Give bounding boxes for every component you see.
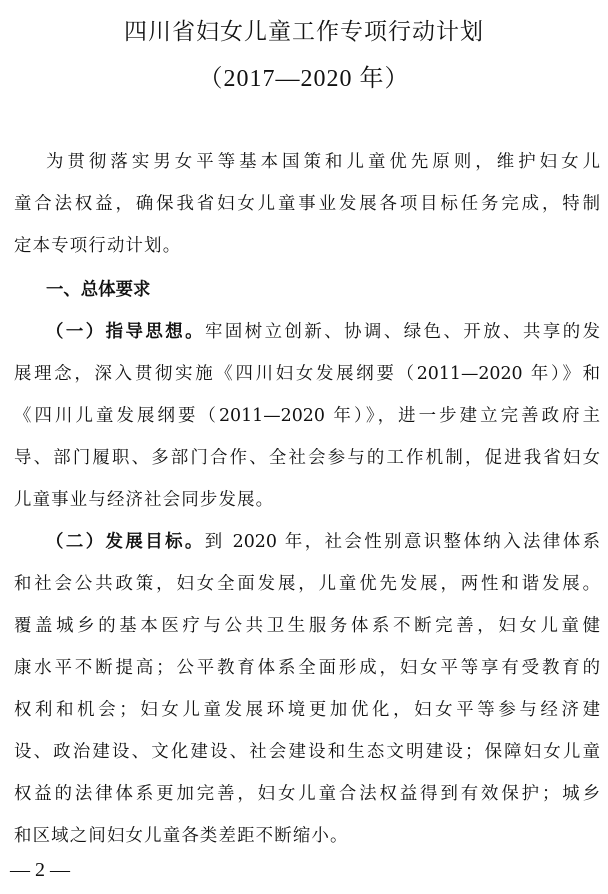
guiding-line-1 (46, 320, 600, 344)
goals-line-7: 权益的法律体系更加完善，妇女儿童合法权益得到有效保护；城乡 (14, 784, 600, 804)
section-heading-general-requirements: 一、总体要求 (46, 280, 151, 300)
guiding-label: （一）指导思想。 (46, 322, 205, 342)
goals-line-5: 权利和机会；妇女儿童发展环境更加优化，妇女平等参与经济建 (14, 700, 600, 720)
goals-line-1 (46, 530, 600, 554)
page-number: — 2 — (10, 859, 70, 881)
guiding-line-3: 《四川儿童发展纲要（2011—2020 年）》，进一步建立完善政府主 (14, 406, 600, 426)
goals-line-3: 覆盖城乡的基本医疗与公共卫生服务体系不断完善，妇女儿童健 (14, 616, 600, 636)
document-title-years: （2017—2020 年） (198, 66, 410, 92)
guiding-line-5: 儿童事业与经济社会同步发展。 (14, 490, 275, 510)
intro-line-2: 童合法权益，确保我省妇女儿童事业发展各项目标任务完成，特制 (14, 194, 600, 214)
guiding-first-text: 牢固树立创新、协调、绿色、开放、共享的发 (205, 322, 600, 342)
intro-line-1: 为贯彻落实男女平等基本国策和儿童优先原则，维护妇女儿 (46, 152, 600, 172)
guiding-line-2: 展理念，深入贯彻实施《四川妇女发展纲要（2011—2020 年）》和 (14, 364, 600, 384)
goals-line-8: 和区域之间妇女儿童各类差距不断缩小。 (14, 826, 349, 846)
document-title: 四川省妇女儿童工作专项行动计划 (124, 19, 484, 45)
goals-label: （二）发展目标。 (46, 532, 205, 552)
goals-line-2: 和社会公共政策，妇女全面发展，儿童优先发展，两性和谐发展。 (14, 574, 600, 594)
guiding-line-4: 导、部门履职、多部门合作、全社会参与的工作机制，促进我省妇女 (14, 448, 600, 468)
intro-line-3: 定本专项行动计划。 (14, 236, 182, 256)
goals-first-text: 到 2020 年，社会性别意识整体纳入法律体系 (204, 532, 600, 552)
goals-line-6: 设、政治建设、文化建设、社会建设和生态文明建设；保障妇女儿童 (14, 742, 600, 762)
goals-line-4: 康水平不断提高；公平教育体系全面形成，妇女平等享有受教育的 (14, 658, 600, 678)
